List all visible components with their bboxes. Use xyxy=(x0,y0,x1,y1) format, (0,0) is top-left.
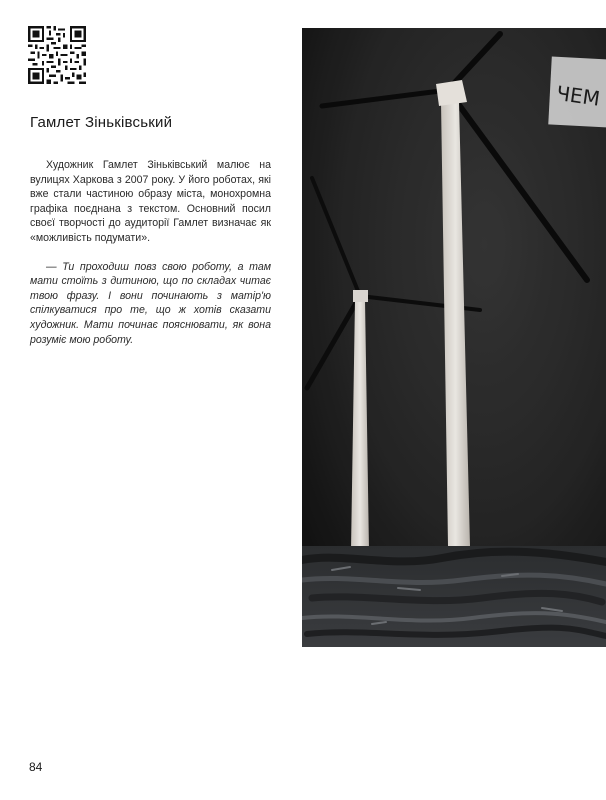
article-body xyxy=(30,158,271,347)
qr-code[interactable] xyxy=(28,26,86,84)
article-paragraph: Художник Гамлет Зіньківський малює на вулицях Харкова з 2007 року. У його роботах, які вже стали частиною образу міста, монохромна графіка поєднана з текстом. Основний посил своєї творчості до аудиторії Гамлет визначає як «можливість подумати». xyxy=(30,159,271,244)
article-title: Гамлет Зіньківський xyxy=(30,114,173,131)
windmills-mural-image xyxy=(302,28,606,647)
wall-text: ЧЕМ xyxy=(554,80,602,111)
article-quote: — Ти проходиш повз свою роботу, а там мати стоїть з дитиною, що по складах читає твою фразу. І вони починають з матір'ю спілкуватися про те, що ж хотів сказати художник. Мати починає пояснювати, як вона розуміє мою роботу. xyxy=(30,260,271,346)
page-number: 84 xyxy=(29,760,43,774)
qr-code-icon xyxy=(28,26,86,84)
windmills-mural-photo xyxy=(302,28,606,647)
